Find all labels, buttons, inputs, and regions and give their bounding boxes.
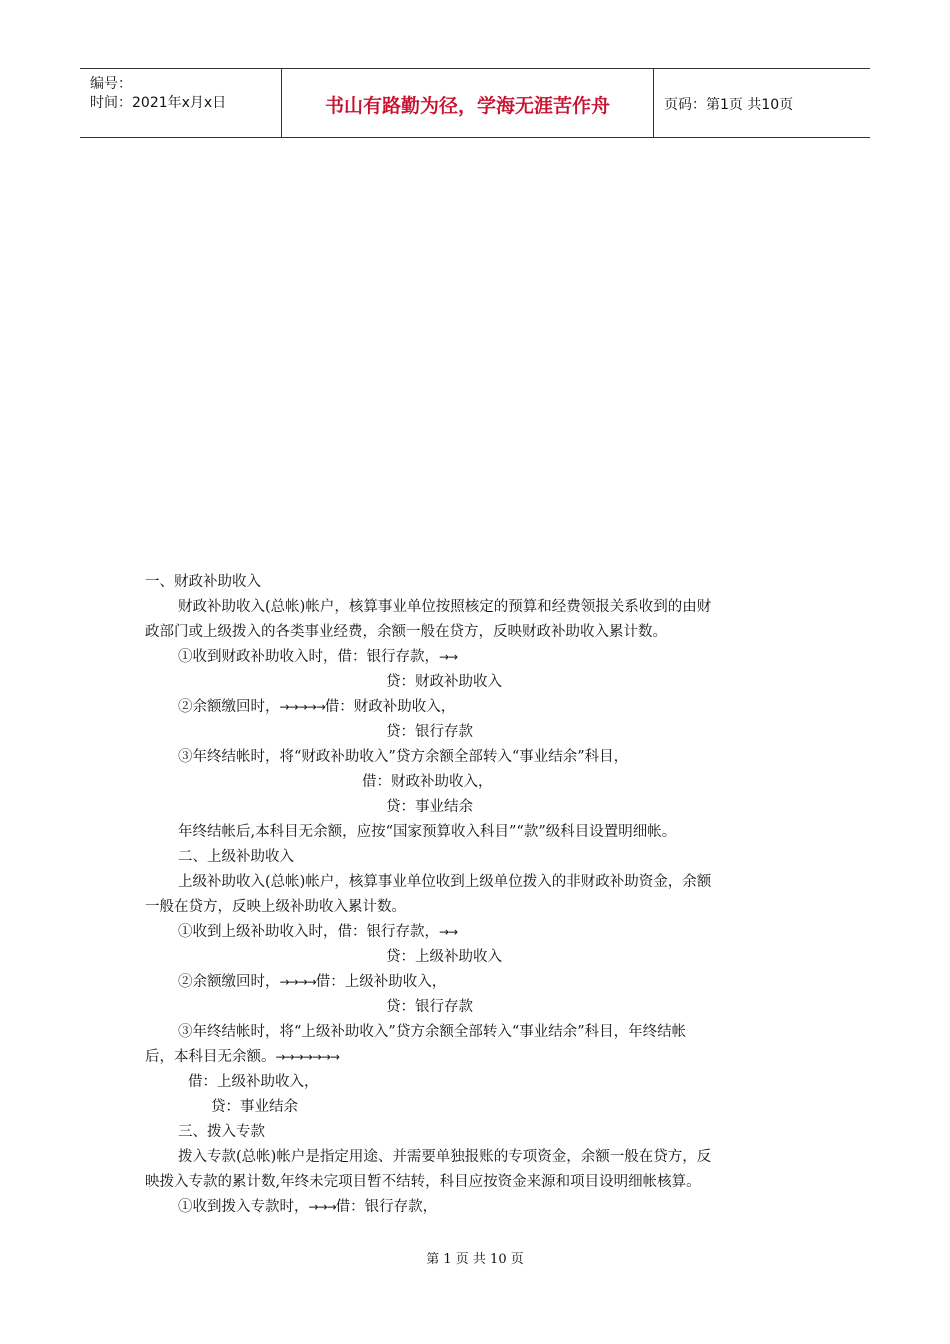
entry-text: ①收到财政补助收入时，借：银行存款， — [178, 649, 439, 665]
credit-line: 贷：银行存款 — [386, 724, 473, 740]
arrow-marks: →→ — [439, 650, 458, 664]
header-right-cell — [654, 69, 870, 137]
entry-text: ①收到上级补助收入时，借：银行存款， — [178, 924, 439, 940]
header-page-count: 页码：第1页 共10页 — [664, 97, 794, 113]
arrow-marks: →→ — [439, 925, 458, 939]
document-number: 编号： — [90, 76, 132, 92]
paragraph-line: 映拨入专款的累计数,年终未完项目暂不结转，科目应按资金来源和项目设明细帐核算。 — [145, 1174, 701, 1190]
entry-text: ①收到拨入专款时， — [178, 1199, 309, 1215]
debit-line: 借：财政补助收入， — [362, 774, 493, 790]
paragraph-line: 政部门或上级拨入的各类事业经费，余额一般在贷方，反映财政补助收入累计数。 — [145, 624, 667, 640]
entry-text: ②余额缴回时， — [178, 699, 280, 715]
debit-text: 借：银行存款， — [335, 1199, 438, 1215]
paragraph-line: 上级补助收入(总帐)帐户，核算事业单位收到上级单位拨入的非财政补助资金，余额 — [178, 874, 712, 890]
header-motto: 书山有路勤为径，学海无涯苦作舟 — [324, 95, 610, 117]
entry-text: ②余额缴回时， — [178, 974, 280, 990]
section-title-1: 一、财政补助收入 — [145, 574, 261, 590]
debit-line: 借：上级补助收入， — [188, 1074, 319, 1090]
entry-line: ③年终结帐时，将“财政补助收入”贷方余额全部转入“事业结余”科目， — [178, 749, 629, 765]
debit-text: 借：上级补助收入， — [315, 974, 447, 990]
paragraph-line: 财政补助收入(总帐)帐户，核算事业单位按照核定的预算和经费领报关系收到的由财 — [178, 599, 712, 615]
paragraph-line: 年终结帐后,本科目无余额，应按“国家预算收入科目”“款”级科目设置明细帐。 — [178, 824, 677, 840]
credit-line: 贷：事业结余 — [211, 1099, 298, 1115]
credit-line: 贷：事业结余 — [386, 799, 473, 815]
document-date: 时间：2021年x月x日 — [90, 95, 227, 111]
credit-line: 贷：财政补助收入 — [386, 674, 502, 690]
entry-line — [178, 647, 457, 667]
section-title-2: 二、上级补助收入 — [178, 849, 294, 865]
credit-line: 贷：上级补助收入 — [386, 949, 502, 965]
arrow-marks: →→→ — [308, 1200, 336, 1214]
arrow-marks: →→→→ — [279, 975, 316, 989]
debit-text: 借：财政补助收入， — [324, 699, 456, 715]
arrow-marks: →→→→→ — [279, 700, 325, 714]
entry-line — [178, 922, 457, 942]
document-header — [80, 68, 870, 138]
page-footer: 第 1 页 共 10 页 — [426, 1252, 524, 1267]
entry-line — [178, 697, 455, 717]
header-left-cell — [80, 69, 282, 137]
section-title-3: 三、拨入专款 — [178, 1124, 265, 1140]
entry-line: ③年终结帐时，将“上级补助收入”贷方余额全部转入“事业结余”科目，年终结帐 — [178, 1024, 687, 1040]
paragraph-line: 一般在贷方，反映上级补助收入累计数。 — [145, 899, 406, 915]
entry-line — [145, 1047, 339, 1067]
arrow-marks: →→→→→→→ — [275, 1050, 339, 1064]
entry-line — [178, 1197, 437, 1217]
header-center-cell — [282, 69, 654, 137]
entry-line — [178, 972, 446, 992]
paragraph-line: 拨入专款(总帐)帐户是指定用途、并需要单独报账的专项资金，余额一般在贷方，反 — [178, 1149, 712, 1165]
entry-text: 后，本科目无余额。 — [145, 1049, 276, 1065]
credit-line: 贷：银行存款 — [386, 999, 473, 1015]
